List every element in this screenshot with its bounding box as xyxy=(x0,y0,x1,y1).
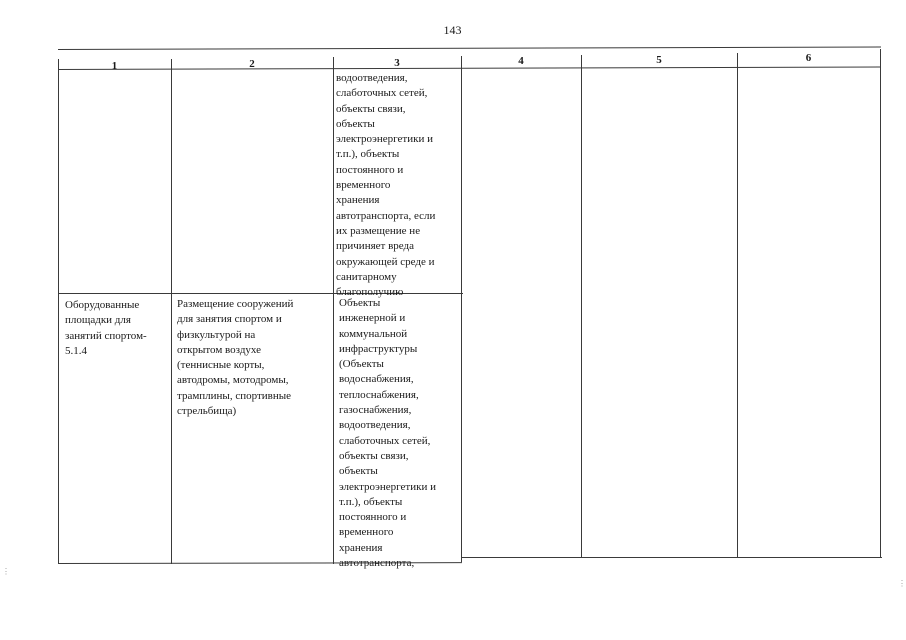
text-line: (теннисные корты, xyxy=(177,359,265,372)
text-line: трамплины, спортивные xyxy=(177,389,291,402)
text-line: объекты xyxy=(336,117,375,130)
text-line: коммунальной xyxy=(339,327,408,340)
text-line: электроэнергетики и xyxy=(339,480,436,493)
text-line: водоотведения, xyxy=(339,419,411,432)
col1-left-border xyxy=(58,59,59,564)
text-line: постоянного и xyxy=(336,163,404,176)
text-line: объекты связи, xyxy=(339,449,409,462)
text-line: площадки для xyxy=(65,314,131,327)
scan-edge-mark-left: ⋮ xyxy=(2,567,10,576)
text-line: т.п.), объекты xyxy=(336,148,400,161)
text-line: временного xyxy=(336,179,391,192)
text-line: автодромы, мотодромы, xyxy=(177,374,289,387)
text-line: слаботочных сетей, xyxy=(336,87,428,100)
text-line: открытом воздухе xyxy=(177,343,262,356)
col3-left-border xyxy=(333,57,334,564)
text-line: инженерной и xyxy=(339,312,406,325)
text-line: инфраструктуры xyxy=(339,342,418,355)
text-line: слаботочных сетей, xyxy=(339,434,431,447)
col6-left-border xyxy=(737,53,738,558)
text-line: автотранспорта, xyxy=(339,557,415,570)
page-number: 143 xyxy=(443,23,462,37)
text-line: хранения xyxy=(336,194,380,207)
header-col-3: 3 xyxy=(394,57,400,69)
text-line: т.п.), объекты xyxy=(339,495,403,508)
row1-col3-text xyxy=(336,71,435,300)
header-col-4: 4 xyxy=(518,55,524,67)
text-line: их размещение не xyxy=(336,224,421,237)
text-line: благополучию xyxy=(336,286,404,299)
text-line: объекты xyxy=(339,465,378,478)
text-line: водоотведения, xyxy=(336,72,408,84)
header-col-1: 1 xyxy=(111,60,118,72)
col2-left-border xyxy=(171,59,172,564)
row2-col2-text xyxy=(177,297,293,419)
col5-left-border xyxy=(581,55,582,558)
row2-col1-text xyxy=(65,298,147,359)
text-line: 5.1.4 xyxy=(65,344,87,357)
text-line: окружающей среде и xyxy=(336,255,435,268)
text-line: физкультурой на xyxy=(177,328,256,341)
text-line: автотранспорта, если xyxy=(336,209,436,222)
text-line: Объекты xyxy=(339,297,381,309)
table-bottom-border-right xyxy=(462,557,882,558)
header-col-5: 5 xyxy=(656,54,662,66)
text-line: водоснабжения, xyxy=(339,373,414,386)
text-line: Размещение сооружений xyxy=(177,298,294,310)
text-line: хранения xyxy=(339,541,383,554)
header-col-2: 2 xyxy=(249,58,255,70)
text-line: объекты связи, xyxy=(336,102,406,115)
text-line: газоснабжения, xyxy=(339,404,412,417)
text-line: временного xyxy=(339,526,394,539)
text-line: стрельбища) xyxy=(177,405,237,418)
scan-edge-mark-right: ⋮ xyxy=(898,579,906,588)
col6-right-border xyxy=(880,49,881,558)
text-line: Оборудованные xyxy=(65,299,140,311)
header-col-6: 6 xyxy=(805,52,812,64)
row2-col3-text xyxy=(339,296,436,571)
text-line: постоянного и xyxy=(339,511,407,524)
table-top-border xyxy=(58,47,881,50)
col4-left-border xyxy=(461,56,462,562)
text-line: электроэнергетики и xyxy=(336,133,433,146)
text-line: занятий спортом- xyxy=(65,329,147,342)
text-line: для занятия спортом и xyxy=(177,313,282,326)
text-line: теплоснабжения, xyxy=(339,388,419,401)
text-line: санитарному xyxy=(336,270,397,283)
text-line: (Объекты xyxy=(339,358,384,371)
text-line: причиняет вреда xyxy=(336,240,414,253)
